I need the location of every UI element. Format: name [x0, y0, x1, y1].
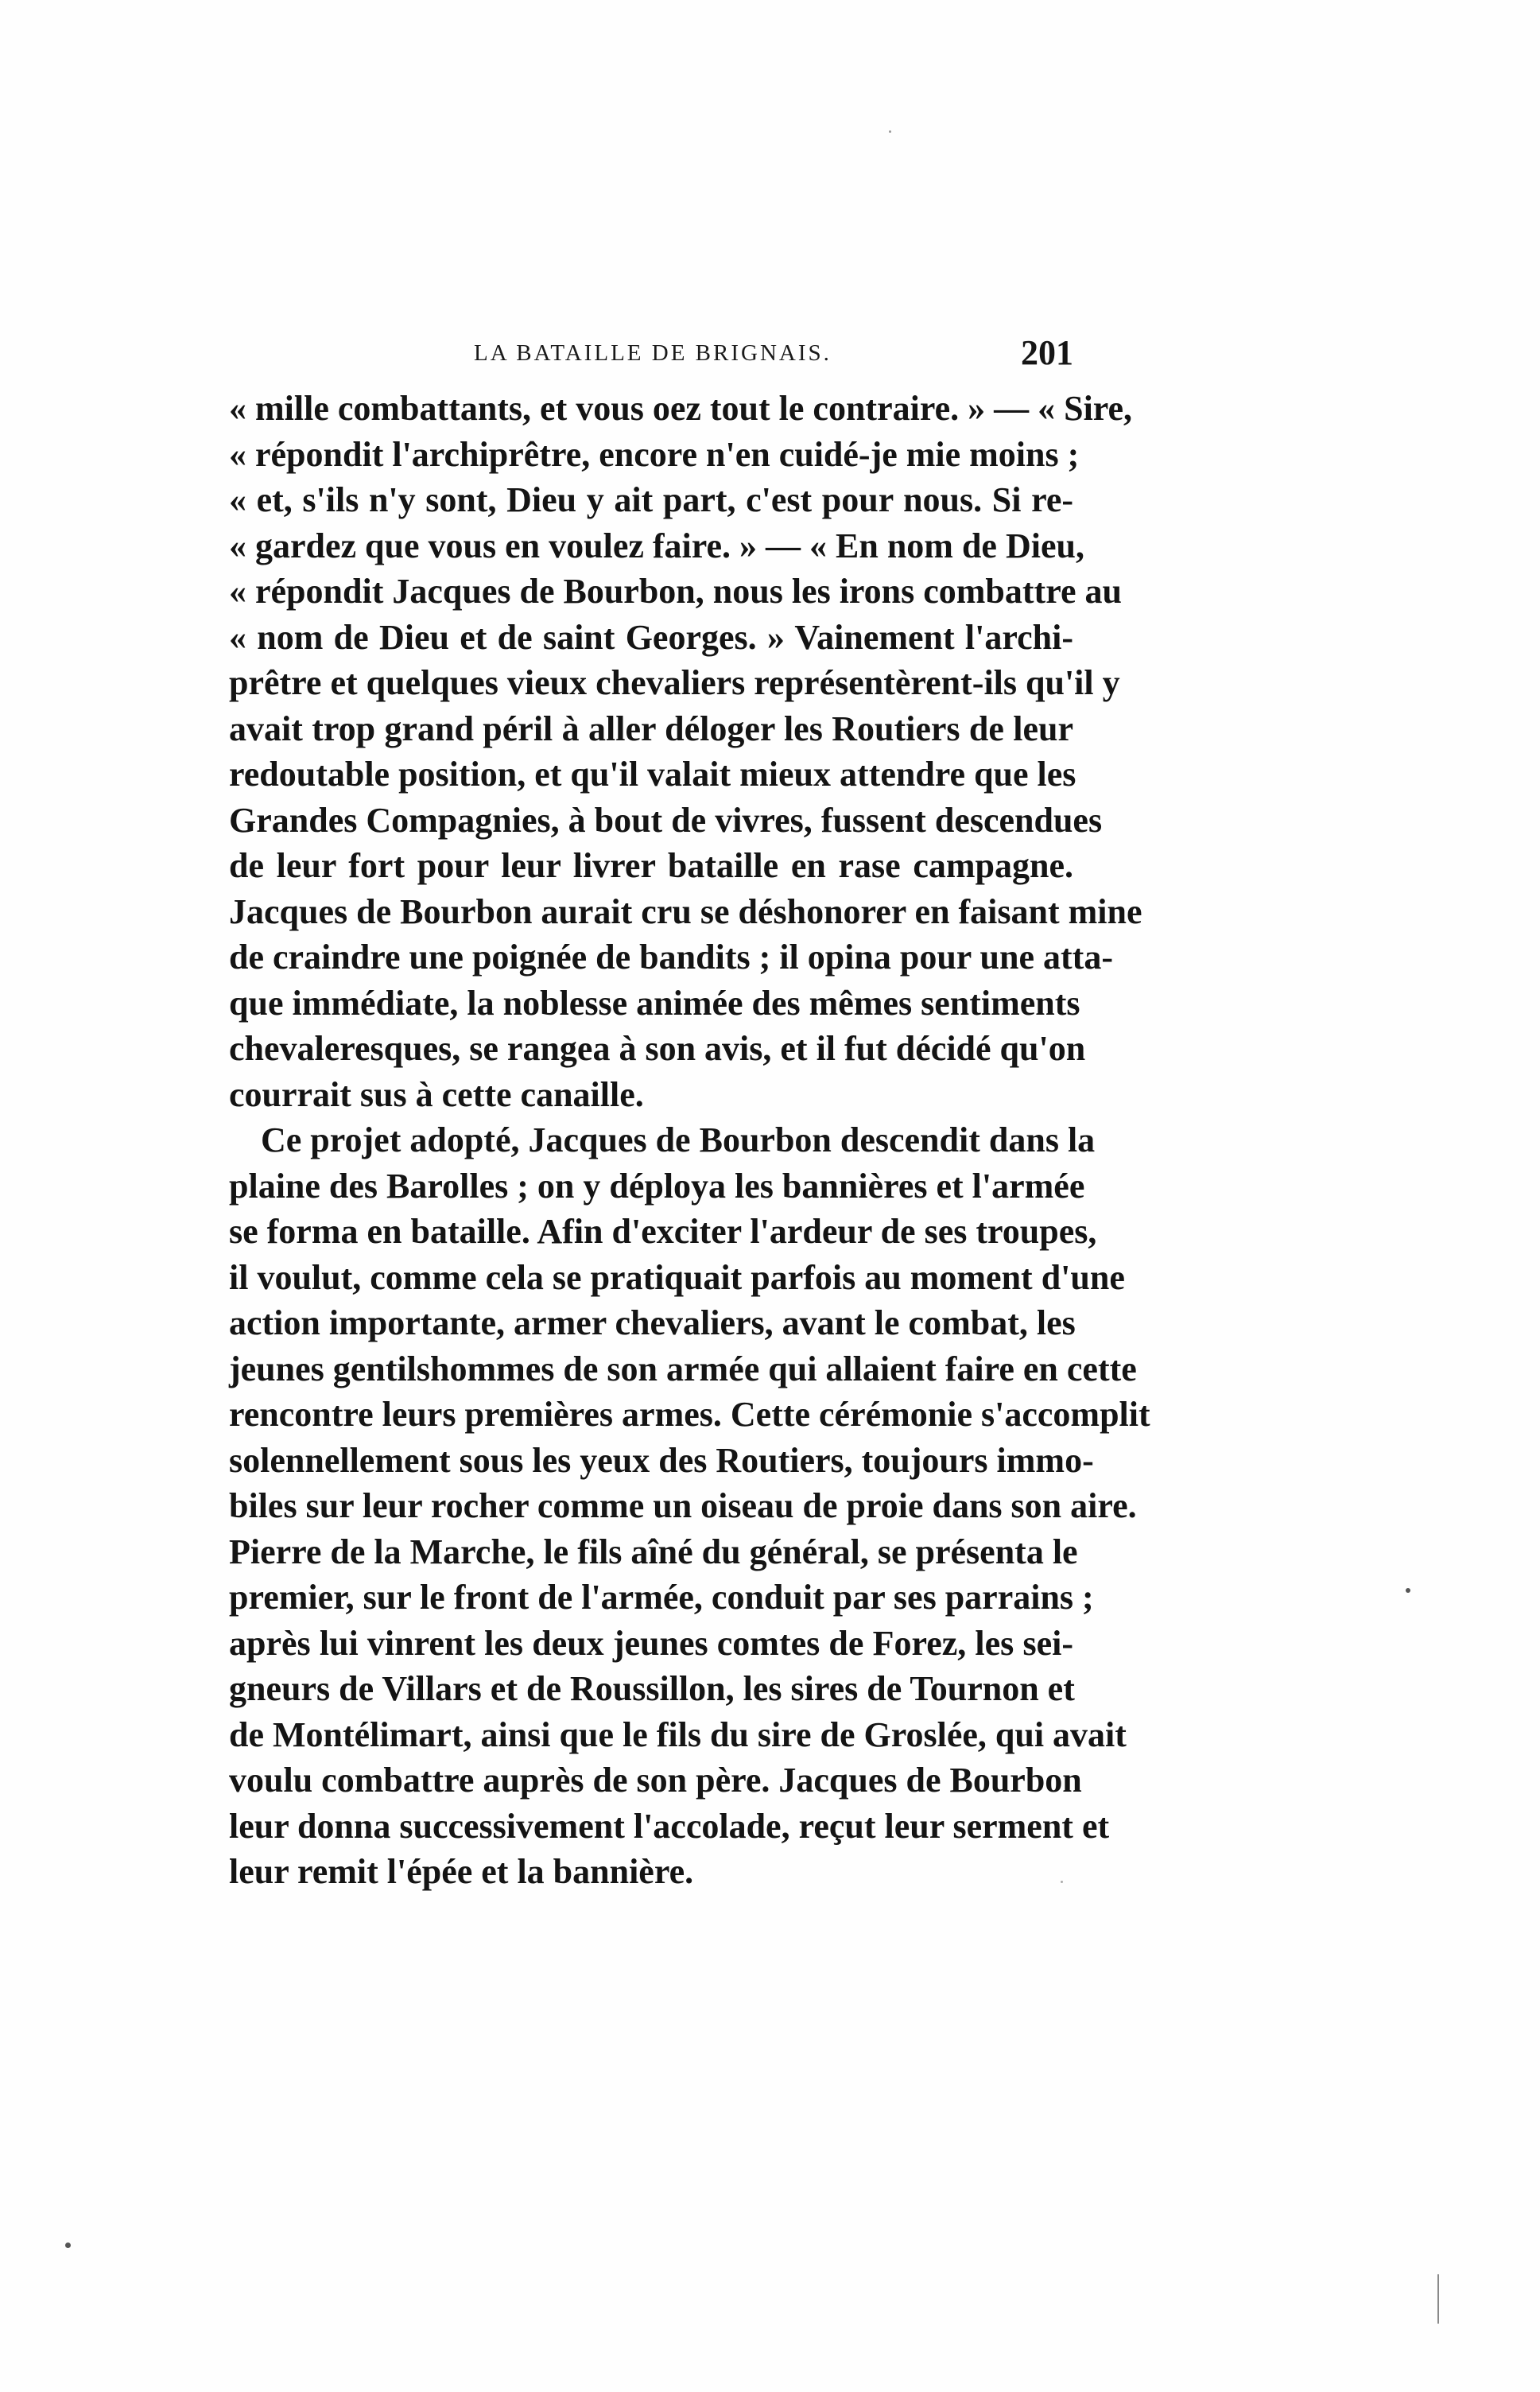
- text-line: plaine des Barolles ; on y déploya les bannières et l'armée: [229, 1166, 1085, 1206]
- text-line: redoutable position, et qu'il valait mieux attendre que les: [229, 755, 1076, 794]
- scan-speck: [1061, 1881, 1063, 1883]
- text-line: leur donna successivement l'accolade, reçut leur serment et: [229, 1806, 1110, 1846]
- text-line: « mille combattants, et vous oez tout le contraire. » — « Sire,: [229, 389, 1133, 428]
- text-line: de Montélimart, ainsi que le fils du sire de Groslée, qui avait: [229, 1714, 1127, 1754]
- text-line: Pierre de la Marche, le fils aîné du général, se présenta le: [229, 1532, 1078, 1571]
- body-text: [229, 386, 1150, 1895]
- text-line: chevaleresques, se rangea à son avis, et il fut décidé qu'on: [229, 1029, 1086, 1068]
- scan-speck: [65, 2242, 71, 2248]
- text-line: « répondit Jacques de Bourbon, nous les irons combattre au: [229, 572, 1122, 611]
- scan-speck: [889, 130, 891, 133]
- text-line: biles sur leur rocher comme un oiseau de proie dans son aire.: [229, 1486, 1137, 1525]
- text-line: voulu combattre auprès de son père. Jacques de Bourbon: [229, 1761, 1082, 1800]
- text-line: « nom de Dieu et de saint Georges. » Vainement l'archi-: [229, 617, 1073, 657]
- text-line: solennellement sous les yeux des Routiers, toujours immo-: [229, 1440, 1094, 1480]
- text-line: gneurs de Villars et de Roussillon, les sires de Tournon et: [229, 1669, 1075, 1708]
- text-line: action importante, armer chevaliers, avant le combat, les: [229, 1303, 1076, 1342]
- margin-mark: [1437, 2274, 1439, 2324]
- text-line: que immédiate, la noblesse animée des mêmes sentiments: [229, 983, 1080, 1023]
- text-line: se forma en bataille. Afin d'exciter l'ardeur de ses troupes,: [229, 1212, 1097, 1251]
- text-line: après lui vinrent les deux jeunes comtes de Forez, les sei-: [229, 1623, 1073, 1663]
- text-line: de craindre une poignée de bandits ; il opina pour une atta-: [229, 938, 1113, 977]
- running-title: LA BATAILLE DE BRIGNAIS.: [474, 340, 832, 366]
- text-line: de leur fort pour leur livrer bataille en rase campagne.: [229, 846, 1073, 885]
- text-line: « gardez que vous en voulez faire. » — « En nom de Dieu,: [229, 526, 1084, 565]
- running-head: [229, 332, 1073, 380]
- paragraph: [229, 386, 1142, 1117]
- text-line: premier, sur le front de l'armée, conduit par ses parrains ;: [229, 1578, 1094, 1617]
- text-line: prêtre et quelques vieux chevaliers représentèrent-ils qu'il y: [229, 663, 1120, 702]
- paragraph: [229, 1117, 1150, 1895]
- text-line: « répondit l'archiprêtre, encore n'en cuidé-je mie moins ;: [229, 434, 1080, 474]
- page-number: 201: [1021, 333, 1073, 372]
- text-line: jeunes gentilshommes de son armée qui allaient faire en cette: [229, 1349, 1137, 1388]
- text-line: Ce projet adopté, Jacques de Bourbon descendit dans la: [261, 1120, 1096, 1159]
- text-line: avait trop grand péril à aller déloger les Routiers de leur: [229, 709, 1073, 748]
- text-line: leur remit l'épée et la bannière.: [229, 1852, 694, 1891]
- text-line: Grandes Compagnies, à bout de vivres, fussent descendues: [229, 800, 1103, 840]
- text-line: Jacques de Bourbon aurait cru se déshonorer en faisant mine: [229, 891, 1142, 931]
- text-line: rencontre leurs premières armes. Cette cérémonie s'accomplit: [229, 1395, 1150, 1434]
- text-line: il voulut, comme cela se pratiquait parfois au moment d'une: [229, 1257, 1125, 1297]
- text-line: « et, s'ils n'y sont, Dieu y ait part, c'est pour nous. Si re-: [229, 480, 1073, 519]
- scan-speck: [1406, 1588, 1410, 1593]
- text-line: courrait sus à cette canaille.: [229, 1074, 644, 1114]
